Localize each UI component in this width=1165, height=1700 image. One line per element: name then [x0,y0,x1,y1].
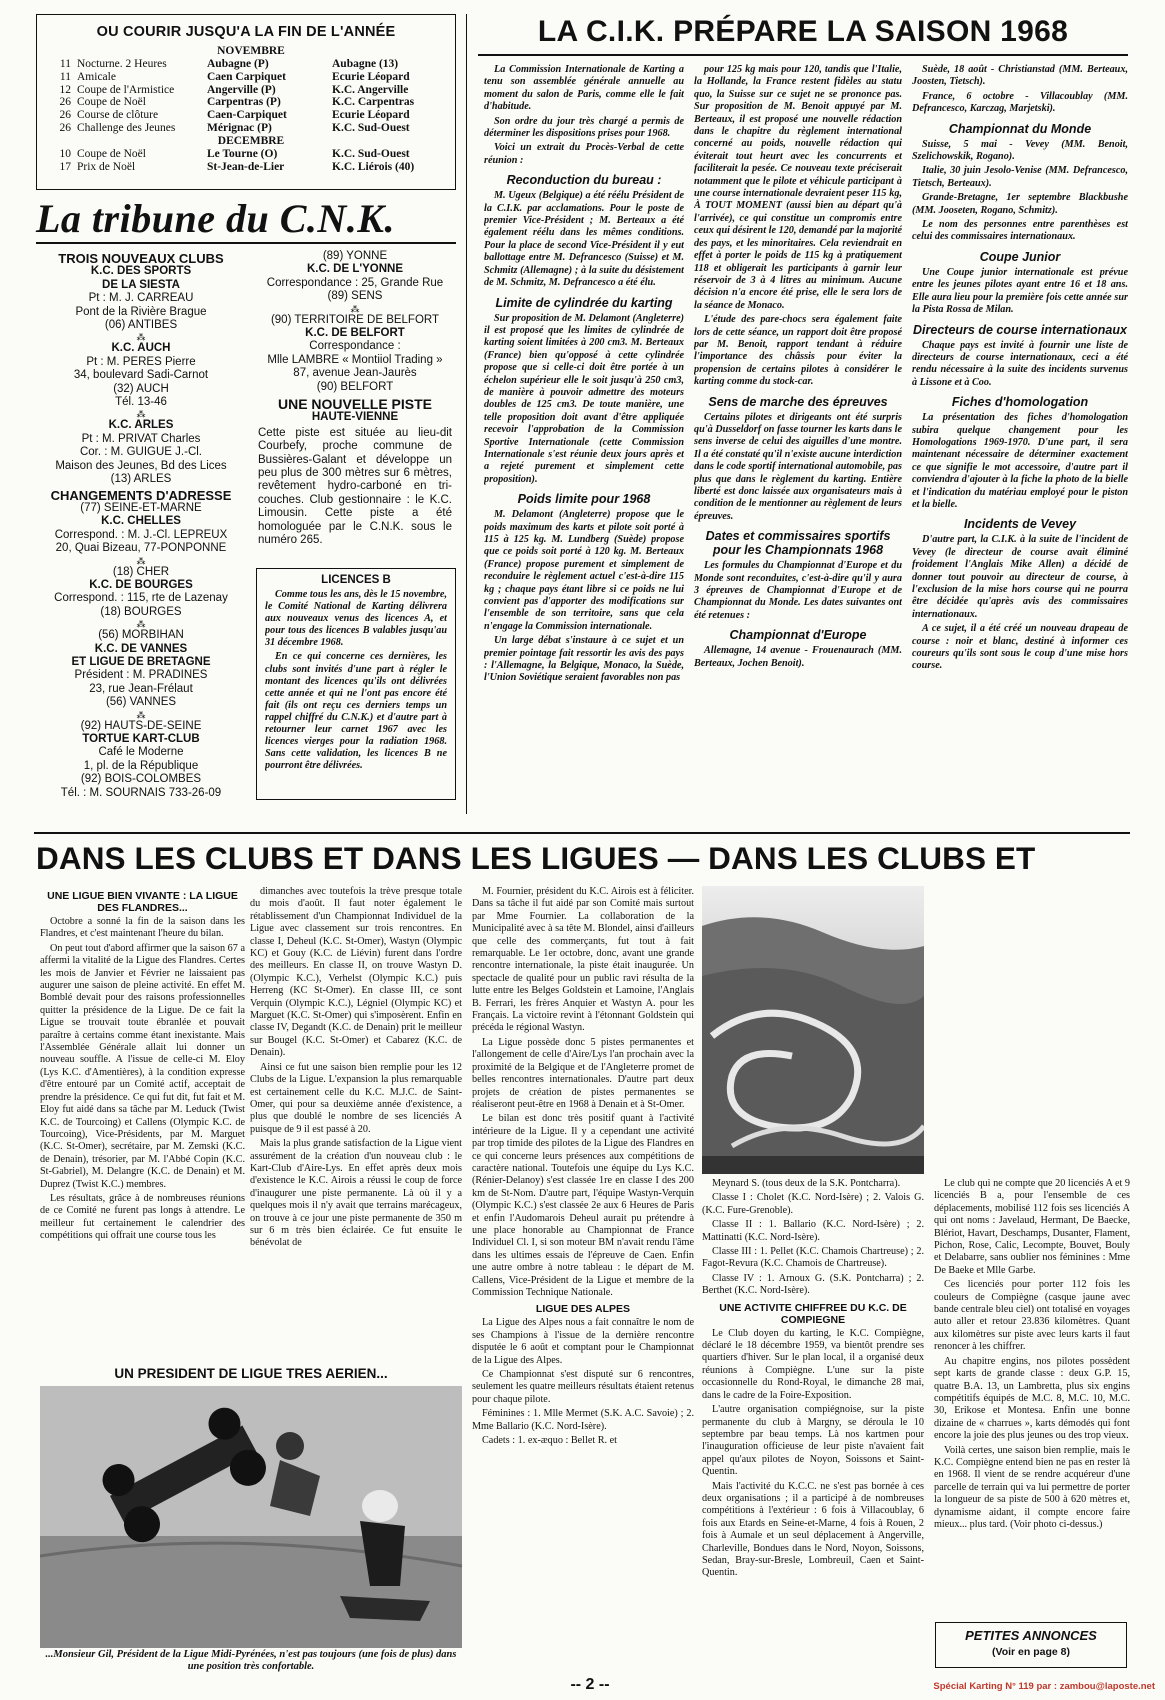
calendar-day: 12 [59,83,71,96]
calendar-row [47,71,455,84]
article-paragraph: L'étude des pare-chocs sera également faite lors de cette séance, un rapport doit être proposé par M. Benoit, rapport tendant à réduire l'importance des châssis pour éviter la propension de certains pilotes à considérer le karting comme du stock-car. [694,314,902,388]
vertical-divider [466,14,467,814]
calendar-place: Angerville (P) [207,83,276,96]
calendar-club: Aubagne (13) [332,58,399,70]
address-line: Correspondance : [309,340,401,353]
calendar-event: Coupe de l'Armistice [77,83,175,96]
piste-text: Cette piste est située au lieu-dit Courbefy, proche commune de Bussières-Galant et développe un peu plus de 300 mètres sur 6 mètres, revêtement hydro-carboné en tri-couches. Club gestionnaire : le K.C. Limousin. Cette piste a été homologuée par le C.N.K. sous le numéro 265. [258,426,452,547]
address-line: (18) BOURGES [100,605,182,618]
calendar-event: Coupe de Noël [77,96,146,109]
article-subheading: Fiches d'homologation [951,395,1089,410]
annonces-title: PETITES ANNONCES [965,1628,1097,1643]
article-paragraph: Le club qui ne compte que 20 licenciés A et 9 licenciés B a, pour l'ensemble de ces déplacements, mobilisé 112 fois ses licenciés A qui ont noms : Javelaud, Hermant, De Baecke, Blériot, Havart, Deschamps, Dusanter, Flament, Pichon, Rose, Calic, Lecompte, Bouvet, Bouly et Delabarre, sans oublier nos féminines : Mme De Baeke et Mlle Garbe. [934,1178,1130,1276]
address-line: (90) TERRITOIRE DE BELFORT [270,313,440,326]
address-line: Pt : M. PERES Pierre [86,355,196,368]
article-paragraph: Un large débat s'instaure à ce sujet et un premier pointage fait ressortir les avis des pays : l'Allemagne, la Belgique, Monaco, la Suède, l'Union Soviétique seraient favorables non pas [484,635,684,684]
article-subheading: Incidents de Vevey [963,517,1077,532]
article-paragraph: dimanches avec toutefois la trève presque totale du mois d'août. Il faut noter également le rétablissement d'un Championnat Individuel de la Ligue avec classement sur trois rencontres. En classe I, Deheul (K.C. St-Omer), Wastyn (Olympic KC) et Gouy (K.C. de Liévin) furent dans l'ordre des meilleurs. En classe II, on trouve Wastyn D. (Olympic K.C.), Verhelst (Olympic K.C.) puis Herreng (KC St-Omer). En classe III, ce sont Verquin (Olympic K.C.), Légniel (Olympic KC) et Marguet (K.C. St-Omer) qui s'imposèrent. Enfin en classe IV, Degandt (K.C. de Denain) prit le meilleur sur Bougel (K.C. St-Omer) et Cabarez (K.C. de Denain). [250,886,462,1059]
article-paragraph: Mais la plus grande satisfaction de la Ligue vient assurément de la création d'un nouveau club : le Kart-Club d'Aire-Lys. En effet après deux mois d'existence le K.C. Airois a réussi le coup de force d'inaugurer une piste permanente. Là où il y a quelques mois il n'y avait que terrains marécageux, on trouve à ce jour une piste permanente de 350 m sur 6 m très bien éclairée. Ce fut ensuite le bénévolat de [250,1138,462,1249]
calendar-day: 26 [59,96,71,109]
article-paragraph: Le bilan est donc très positif quant à l'activité intérieure de la Ligue. Il y a cependant une activité par trop timide des pilotes de la Ligue des Flandres en ce qui concerne leurs présences aux compétitions de caractère national. Toutefois une équipe du Lys K.C. (Rénier-Delanoy) s'est classée 1re en classe I des 200 km de St-Nom. D'autre part, l'équipe Wastyn-Verquin (Olympic K.C.) s'est classée 2e aux 6 Heures de Paris et enfin l'Audomarois Deheul aurait pu prétendre à une place honorable au Championnat de France Individuel Cl. I, si son moteur BM n'avait rendu l'âme dans les ultimes essais de l'épreuve de Caen. Enfin une autre ombre à notre tableau : le départ de M. Callens, Vice-Président de la Ligue et membre de la Commission Technique Nationale. [472,1113,694,1298]
cik-column-1 [484,64,684,816]
club-name: K.C. DE VANNES [94,642,188,655]
address-line: (90) BELFORT [316,380,394,393]
club-name: K.C. DE BELFORT [305,327,405,340]
article-paragraph: Chaque pays est invité à fournir une liste de directeurs de course internationaux, ceci a été rendu nécessaire à la suite des incidents survenus à Lissone et à Coo. [912,339,1128,388]
calendar-row [47,58,455,71]
photo-title: UN PRESIDENT DE LIGUE TRES AERIEN... [114,1366,388,1381]
address-line: Tél. : M. SOURNAIS 733-26-09 [60,786,222,799]
article-subheading: Championnat du Monde [948,121,1092,136]
article-paragraph: Une Coupe junior internationale est prévue entre les jeunes pilotes ayant entre 16 et 18 ans. Elle aura lieu pour la première fois cette année sur la Pista Rossa de Milan. [912,266,1128,316]
calendar-month: NOVEMBRE [217,45,285,57]
calendar-place: Le Tourne (O) [207,147,278,160]
club-name: K.C. DE L'YONNE [306,263,404,276]
address-line: Président : M. PRADINES [74,669,208,682]
calendar-event: Nocturne. 2 Heures [77,58,167,70]
calendar-body [47,45,455,173]
address-line: (56) VANNES [105,696,177,709]
article-paragraph: L'autre organisation compiégnoise, sur la piste permanente du club à Margny, se déroula le 10 septembre par beau temps. Là nos kartmen pour l'inauguration officieuse de leur piste n'avaient fait appel qu'aux pilotes de Noyon, Soissons et Saint-Quentin. [702,1404,924,1478]
address-line: 1, pl. de la République [83,759,199,772]
compiegne-track-image [702,886,924,1174]
calendar-event: Amicale [77,70,116,83]
article-paragraph: Meynard S. (tous deux de la S.K. Pontcharra). [712,1178,901,1189]
article-paragraph: M. Delamont (Angleterre) propose que le poids maximum des karts et pilote soit porté à 115 à 125 kg. M. Lundberg (Suède) propose que ce poids soit porté à 120 kg. M. Berteaux (France) propose purement et simplement de reconduire le règlement actuel c'est-à-dire 115 kg ; chaque pays étant libre si ce poids ne lui convient pas d'apporter des modifications sur l'ensemble de son territoire, sans que cela n'engage la Commission internationale. [484,509,684,632]
licences-paragraph-1: Comme tous les ans, dès le 15 novembre, le Comité National de Karting délivrera aux nouveaux venus des licences A, et pour tous des licences B valables jusqu'au 31 décembre 1968. [265,589,447,649]
cik-column-3 [912,64,1128,816]
article-paragraph: Italie, 30 juin Jesolo-Venise (MM. Defrancesco, Tietsch, Berteaux). [912,165,1128,189]
article-paragraph: Classe IV : 1. Arnoux G. (S.K. Pontcharra) ; 2. Berthet (K.C. Nord-Isère). [702,1272,924,1297]
calendar-place: St-Jean-de-Lier [207,160,285,173]
article-paragraph: Mais l'activité du K.C.C. ne s'est pas bornée à ces deux organisations ; il a participé à de nombreuses compétitions à l'extérieur : 6 fois à Villacoublay, 6 fois aux Etards en Seine-et-Marne, 4 fois à Rouen, 2 fois à Aumale et un seul déplacement à Angerville, Charleville, Bondues dans le Nord, Noyon, Soissons, Sedan, Bray-sur-Bresle, Lombreuil, Caen et Saint-Quentin. [702,1480,924,1579]
address-line: Café le Moderne [98,746,184,759]
club-name: DE LA SIESTA [102,278,180,291]
address-line: Correspondance : 25, Grande Rue [266,276,444,289]
address-line: (92) BOIS-COLOMBES [80,773,202,786]
tribune-rule [36,242,456,244]
club-name: ET LIGUE DE BRETAGNE [71,655,211,668]
calendar-event: Challenge des Jeunes [77,121,176,134]
address-line: (92) HAUTS-DE-SEINE [80,719,202,732]
calendar-row [47,148,455,161]
page-number: -- 2 -- [570,1676,610,1693]
tribune-column-2 [250,250,460,394]
calendar-club: K.C. Sud-Ouest [332,121,410,134]
clubs-column-2 [250,886,462,1361]
article-paragraph: Octobre a sonné la fin de la saison dans les Flandres, et c'est maintenant l'heure du bilan. [40,916,245,940]
article-paragraph: Suède, 18 août - Christianstad (MM. Berteaux, Joosten, Tietsch). [912,64,1128,88]
section-heading: CHANGEMENTS D'ADRESSE [50,487,232,503]
flandres-text [40,916,245,1243]
calendar-row [47,84,455,97]
cik-title: LA C.I.K. PRÉPARE LA SAISON 1968 [537,15,1069,48]
club-name: K.C. DES SPORTS [90,265,192,278]
calendar-row [47,109,455,122]
article-subheading: Coupe Junior [979,249,1061,264]
licences-text [265,589,447,774]
address-line: 34, boulevard Sadi-Carnot [73,369,209,382]
address-line: (13) ARLES [110,473,172,486]
calendar-club: Ecurie Léopard [332,109,410,122]
address-line: (32) AUCH [113,382,169,395]
calendar-row [47,161,455,174]
clubs-column-5 [934,1178,1130,1618]
cik-column-2 [694,64,902,816]
calendar-row [47,96,455,109]
address-line: 87, avenue Jean-Jaurès [293,367,417,380]
address-line: (89) YONNE [322,250,388,262]
section-rule [34,832,1130,834]
article-subheading: Limite de cylindrée du karting [495,295,673,310]
section-heading: TROIS NOUVEAUX CLUBS [58,251,224,266]
article-paragraph: Ce Championnat s'est disputé sur 6 rencontres, seulement les quatre meilleurs résultats étaient retenus pour chaque pilote. [472,1369,694,1405]
article-paragraph: France, 6 octobre - Villacoublay (MM. Defrancesco, Karczag, Marjetski). [912,90,1128,115]
article-paragraph: Voici un extrait du Procès-Verbal de cette réunion : [484,142,684,166]
compiegne-title: UNE ACTIVITE CHIFFREE DU K.C. DE COMPIEGNE [719,1301,907,1326]
article-subheading: Directeurs de course internationaux [913,322,1127,337]
address-line: (56) MORBIHAN [98,629,184,642]
article-subheading: Poids limite pour 1968 [517,492,651,507]
address-line: Cor. : M. GUIGUE J.-Cl. [79,446,203,459]
separator: ⁂ [136,409,146,420]
club-name: K.C. AUCH [111,342,171,355]
calendar-place: Caen Carpiquet [207,70,286,83]
alpes-title: LIGUE DES ALPES [535,1303,631,1316]
article-paragraph: Certains pilotes et dirigeants ont été surpris qu'à Dusseldorf on fasse tourner les karts dans le sens inverse de celui des aiguilles d'une montre. Il a été constaté qu'il n'existe aucune interdiction dans le code sportif international automobile, pas plus que dans le règlement du karting. Entière liberté est donc laissée aux organisateurs mais à condition de le mentionner au règlement de leurs épreuves. [694,411,902,522]
calendar-club: K.C. Angerville [332,83,409,96]
annonces-subtitle: (Voir en page 8) [992,1646,1070,1658]
calendar-day: 26 [59,121,71,134]
address-line: Pont de la Rivière Brague [75,305,207,318]
calendar-event: Prix de Noël [77,160,136,173]
article-paragraph: La Ligue possède donc 5 pistes permanentes et l'allongement de celle d'Aire/Lys l'an prochain avec la proximité de la Belgique et de l'Angleterre promet de belles rencontres internationales. D'autre part deux projets de création de pistes permanentes se réaliseront peut-être en 1968 à Denain et à St-Omer. [472,1036,694,1110]
article-paragraph: pour 125 kg mais pour 120, tandis que l'Italie, la Hollande, la France restent fidèles au statu quo, la Suisse sur ce sujet ne se prononce pas. Sur proposition de M. Benoit appuyé par M. Berteaux, il est proposé une nouvelle rédaction dans le chapitre du règlement international concerné au poids, nouvelle rédaction qui éviterait tout heurt avec les concurrents et faciliterait la pesée. Ce nouveau texte préciserait notamment que le pilote et véhicule participant à une course internationale devraient peser 115 kg, À TOUT MOMENT (aussi bien au départ qu'à l'arrivée), ce qui constitue un compromis entre ceux qui désirent le 120, demandé par la majorité des pays, et les minoritaires. Cela reviendrait en effet à porter le poids de 115 kg à pratiquement 118 et obligerait les participants à garnir leur réservoir de 3 à 4 litres au minimum. Aucune décision n'a encore été prise, elle le sera lors de la séance de Monaco. [694,64,902,311]
club-name: K.C. DE BOURGES [89,578,193,591]
article-paragraph: Au chapitre engins, nos pilotes possèdent sept karts de grande classe : deux G.P. 15, quatre B.A. 13, un Lambretta, plus six engins compétitifs équipés de M.C. 8, M.C. 10, M.C. 30, Erikose et Montesa. Enfin une bonne dizaine de « charrues », karts démodés qui font encore la joie des plus jeunes ou des trop vieux. [934,1355,1130,1442]
separator: ⁂ [136,619,146,630]
article-paragraph: La Ligue des Alpes nous a fait connaître le nom de ses Champions à l'issue de la dernière rencontre disputée le 6 août et comptant pour le Championnat de la Ligue des Alpes. [472,1317,694,1366]
club-name: K.C. CHELLES [101,515,181,528]
calendar-place: Aubagne (P) [207,58,269,70]
flandres-continued [472,886,694,1299]
article-paragraph: Grande-Bretagne, 1er septembre Blackbushe (MM. Jooseten, Rogano, Schmitz). [912,192,1128,216]
licences-paragraph-2: En ce qui concerne ces dernières, les clubs sont invités d'une part à régler le montant des licences qu'ils ont délivrées cette année et qui ne l'ont pas encore été fait (ils ont reçu ces derniers temps un rappel chiffré du C.N.K.) et d'autre part à retourner leur carnet 1967 avec les licences vierges pour la radiation 1968. Sans cette validation, les licences B ne pourront être délivrées. [265,651,447,772]
address-line: Tél. 13-46 [115,396,167,409]
article-paragraph: Classe I : Cholet (K.C. Nord-Isère) ; 2. Valois G. (K.C. Fure-Grenoble). [702,1192,924,1216]
calendar-day: 11 [59,58,71,70]
article-paragraph: Sur proposition de M. Delamont (Angleterre) il est proposé que les limites de cylindrée de karting soient limitées à 200 cm3. M. Berteaux (France) bien qu'opposé à cette cylindrée propose que si celle-ci doit être portée à un échelon supérieur elle le soit jusqu'à 250 cm3, de manière à pouvoir admettre des moteurs doubles de 125 cm3. De toute manière, une telle proposition doit avant d'être appliquée recevoir l'approbation de la Commission Sportive Internationale (cette Commission Internationale s'est réunie deux jours après et a rejeté purement et simplement cette proposition). [484,312,684,485]
club-name: K.C. ARLES [108,419,174,432]
petites-annonces-box[interactable] [935,1622,1127,1668]
tribune-title: La tribune du C.N.K. [36,196,395,241]
article-paragraph: M. Ugeux (Belgique) a été réélu Président de la C.I.K. par acclamations. Pour le poste de premier Vice-Président ; M. Berteaux a été également réélu dans les mêmes conditions. Pour la place de second Vice-Président il y eut ballottage entre M. Defrancesco (Suisse) et M. Schmitz (Allemagne) ; à la suite du désistement de M. Schmitz, M. Defrancesco a été élu. [484,190,684,289]
calendar-place: Carpentras (P) [207,96,281,109]
calendar-month: DECEMBRE [217,134,285,147]
address-line: (77) SEINE-ET-MARNE [80,501,202,514]
article-paragraph: A ce sujet, il a été créé un nouveau drapeau de course : noir et blanc, destiné à informer ces coureurs qu'ils sont sous le coup d'une mise hors course. [912,623,1128,672]
article-paragraph: Voilà certes, une saison bien remplie, mais le K.C. Compiègne entend bien ne pas en rester là en 1968. Il vient de se rendre acquéreur d'une parcelle de terrain qui va lui permettre de porter la longueur de sa piste de 500 à 620 mètres et, dynamisme aidant, il compte encore faire mieux... plus tard. (Voir photo ci-dessus.) [934,1444,1130,1530]
article-paragraph: On peut tout d'abord affirmer que la saison 67 a affermi la vitalité de la Ligue des Flandres. Certes les mois de Janvier et Février ne laissaient pas augurer une saison de pleine activité. En effet M. Bomblé devait pour des raisons professionnelles quitter la présidence de la Ligue. De ce fait la Ligue se trouvait toute ébranlée et pouvait paraître à certains comme étant inexistante. Mais l'Assemblée Générale allait lui donner un nouveau souffle. A l'issue de celle-ci M. Eloy (Lys K.C. d'Amentières), à la condition expresse d'être entouré par un Comité actif, acceptait de prendre la présidence. Ce qui fut dit, fut fait et M. Eloy fut aidé dans sa tâche par M. Leduck (Twist K.C. de Tourcoing) et Callens (Olympic K.C. de Tourcoing), Vice-Présidents, par M. Marguet (K.C. St-Omer), secrétaire, par M. Zemski (K.C. de Denain), trésorier, par M. l'Abbé Copin (K.C. St-Gabriel), M. Delangre (K.C. de Denain) et M. Duprez (Twist K.C.) membres. [40,942,245,1190]
article-paragraph: Le Club doyen du karting, le K.C. Compiègne, déclaré le 18 décembre 1959, va bientôt prendre ses quartiers d'hiver. Sur le plan local, il a organisé deux réunions à Compiègne. L'une sur la piste occasionnelle du Rond-Royal, le dimanche 28 mai, dans le cadre de la Foire-Exposition. [702,1327,924,1401]
piste-title: UNE NOUVELLE PISTE [277,396,433,412]
address-line: Correspond. : M. J.-Cl. LEPREUX [54,528,228,541]
footer-credit[interactable]: Spécial Karting N° 119 par : zambou@laposte.net [933,1681,1155,1692]
clubs-column-3 [472,886,694,1686]
calendar-day: 10 [59,147,71,160]
article-paragraph: Classe III : 1. Pellet (K.C. Chamois Chartreuse) ; 2. Fagot-Revura (K.C. Chamois de Chartreuse). [702,1246,924,1270]
article-subheading: Championnat d'Europe [729,628,867,643]
separator: ⁂ [136,555,146,566]
article-paragraph: D'autre part, la C.I.K. à la suite de l'incident de Vevey (le directeur de course avait éliminé froidement l'Anglais Mike Allen) a décidé de donner tout pouvoir au directeur de course, à l'exclusion de la mise hors course qui ne pourra être décidée qu'après avis des commissaires internationaux. [912,534,1128,620]
article-paragraph: Cadets : 1. ex-æquo : Bellet R. et [482,1435,617,1447]
separator: ⁂ [136,332,146,343]
article-paragraph: Les résultats, grâce à de nombreuses réunions de ce Comité ne furent pas longs à attendre. Le meilleur fut certainement le calendrier des compétitions qui offrait une course tous les [40,1192,245,1242]
calendar-event: Course de clôture [77,109,159,122]
address-line: (89) SENS [327,290,383,303]
article-paragraph: Ainsi ce fut une saison bien remplie pour les 12 Clubs de la Ligue. L'expansion la plus remarquable est certainement celle du K.C. M.J.C. de Saint-Omer, qui pour sa deuxième année d'existence, a plus que doublé le nombre de ses licenciés A puisque de 9 il est passé à 20. [250,1061,462,1135]
calendar-title: OU COURIR JUSQU'A LA FIN DE L'ANNÉE [96,24,396,40]
calendar-day: 17 [59,160,71,173]
address-line: Correspond. : 115, rte de Lazenay [54,592,228,605]
compiegne-text [702,1328,924,1580]
article-subheading: Dates et commissaires sportifs pour les Championnats 1968 [705,529,891,558]
article-paragraph: La présentation des fiches d'homologation subira quelque changement pour les Homologations 1969-1970. D'une part, il sera maintenant nécessaire de déterminer exactement ce que signifie le mot accessoire, d'autre part il conviendra d'ajouter à la fiche la photo de la bielle et l'indication du matériau employé pour le piston et la bielle. [912,412,1128,510]
calendar-club: Ecurie Léopard [332,70,410,83]
article-subheading: Sens de marche des épreuves [708,394,888,409]
address-line: (18) CHER [112,565,170,578]
calendar-club: K.C. Carpentras [332,96,415,109]
calendar-place: Caen-Carpiquet [207,109,287,122]
address-line: 23, rue Jean-Frélaut [89,682,193,695]
calendar-event: Coupe de Noël [77,147,146,160]
separator: ⁂ [350,303,360,314]
article-paragraph: M. Fournier, président du K.C. Airois est à féliciter. Dans sa tâche il fut aidé par son Comité mais surtout par Mme Fournier. La collaboration de la Municipalité avec à sa tête M. Blondel, ainsi d'ailleurs que celle des commerçants, fut tout à fait remarquable. Le 1er octobre, donc, avant une grande rencontre internationale, la piste était inaugurée. Un spectacle de qualité pour un public ravi résulta de la lutte entre les Belges Goldstein et Lamoine, l'Anglais B. Ferrari, les frères Anquier et Wastyn A. pour les Français. La victoire revint à l'étonnant Goldstein qui précéda le régional Wastyn. [472,886,694,1034]
article-paragraph: Les formules du Championnat d'Europe et du Monde sont reconduites, c'est-à-dire qu'il y aura 3 épreuves de Championnat d'Europe et de Championnat du Monde. Les dates suivantes ont été retenues : [694,560,902,621]
article-subheading: Reconduction du bureau : [506,173,662,188]
calendar-box [36,14,456,190]
article-paragraph: La Commission Internationale de Karting a tenu son assemblée générale annuelle au moment du salon de Paris, comme elle le fait d'habitude. [484,64,684,113]
calendar-place: Mérignac (P) [207,121,272,134]
cik-title-rule [478,54,1128,56]
calendar-day: 11 [59,70,71,83]
calendar-club: K.C. Sud-Ouest [332,147,410,160]
article-paragraph: Classe II : 1. Ballario (K.C. Nord-Isère) ; 2. Mattinatti (K.C. Nord-Isère). [702,1219,924,1243]
article-paragraph: Allemagne, 14 avenue - Frouenaurach (MM. Berteaux, Jochen Benoit). [694,645,902,669]
address-line: Mlle LAMBRE « Montiiol Trading » [267,353,443,366]
piste-section [250,398,460,547]
piste-subtitle: HAUTE-VIENNE [311,411,399,424]
photo-caption: ...Monsieur Gil, Président de la Ligue Midi-Pyrénées, n'est pas toujours (une fois de plus) dans une position très confortable. [45,1649,457,1672]
address-line: 20, Quai Bizeau, 77-PONPONNE [55,542,227,555]
article-paragraph: Suisse, 5 mai - Vevey (MM. Benoit, Szelichowskik, Rogano). [912,138,1128,163]
clubs-column-1 [40,886,245,1361]
address-line: Maison des Jeunes, Bd des Lices [55,459,227,472]
flying-kart-image [40,1386,462,1648]
separator: ⁂ [136,709,146,720]
address-line: Pt : M. PRIVAT Charles [81,432,201,445]
alpes-text [472,1317,694,1447]
article-paragraph: Féminines : 1. Mlle Mermet (S.K. A.C. Savoie) ; 2. Mme Ballario (K.C. Nord-Isère). [472,1408,694,1432]
flandres-title: UNE LIGUE BIEN VIVANTE : LA LIGUE DES FLANDRES... [47,890,238,914]
calendar-row [47,122,455,135]
clubs-column-4 [702,1178,924,1698]
article-paragraph: Ces licenciés pour porter 112 fois les couleurs de Compiègne (casque jaune avec bande centrale bleu ciel) ont totalisé en voyages auto aller et retour 23.836 kilomètres. Quant aux kilomètres sur piste avec leurs karts il faut renoncer à les chiffrer. [934,1279,1130,1353]
article-paragraph: Le nom des personnes entre parenthèses est celui des commissaires internationaux. [912,219,1128,243]
licences-title: LICENCES B [321,574,391,586]
compiegne-track-photo [702,886,924,1174]
article-paragraph: Son ordre du jour très chargé a permis de déterminer les dispositions prises pour 1968. [484,115,684,140]
president-photo [40,1386,462,1648]
address-line: Pt : M. J. CARREAU [88,292,194,305]
calendar-day: 26 [59,109,71,122]
tribune-column-1 [36,250,246,800]
clubs-banner: DANS LES CLUBS ET DANS LES LIGUES — DANS LES CLUBS ET [36,840,1036,876]
address-line: (06) ANTIBES [104,319,178,332]
calendar-club: K.C. Liérois (40) [332,160,415,173]
licences-box [256,568,456,800]
alpes-results [702,1178,924,1298]
club-name: TORTUE KART-CLUB [82,733,200,745]
